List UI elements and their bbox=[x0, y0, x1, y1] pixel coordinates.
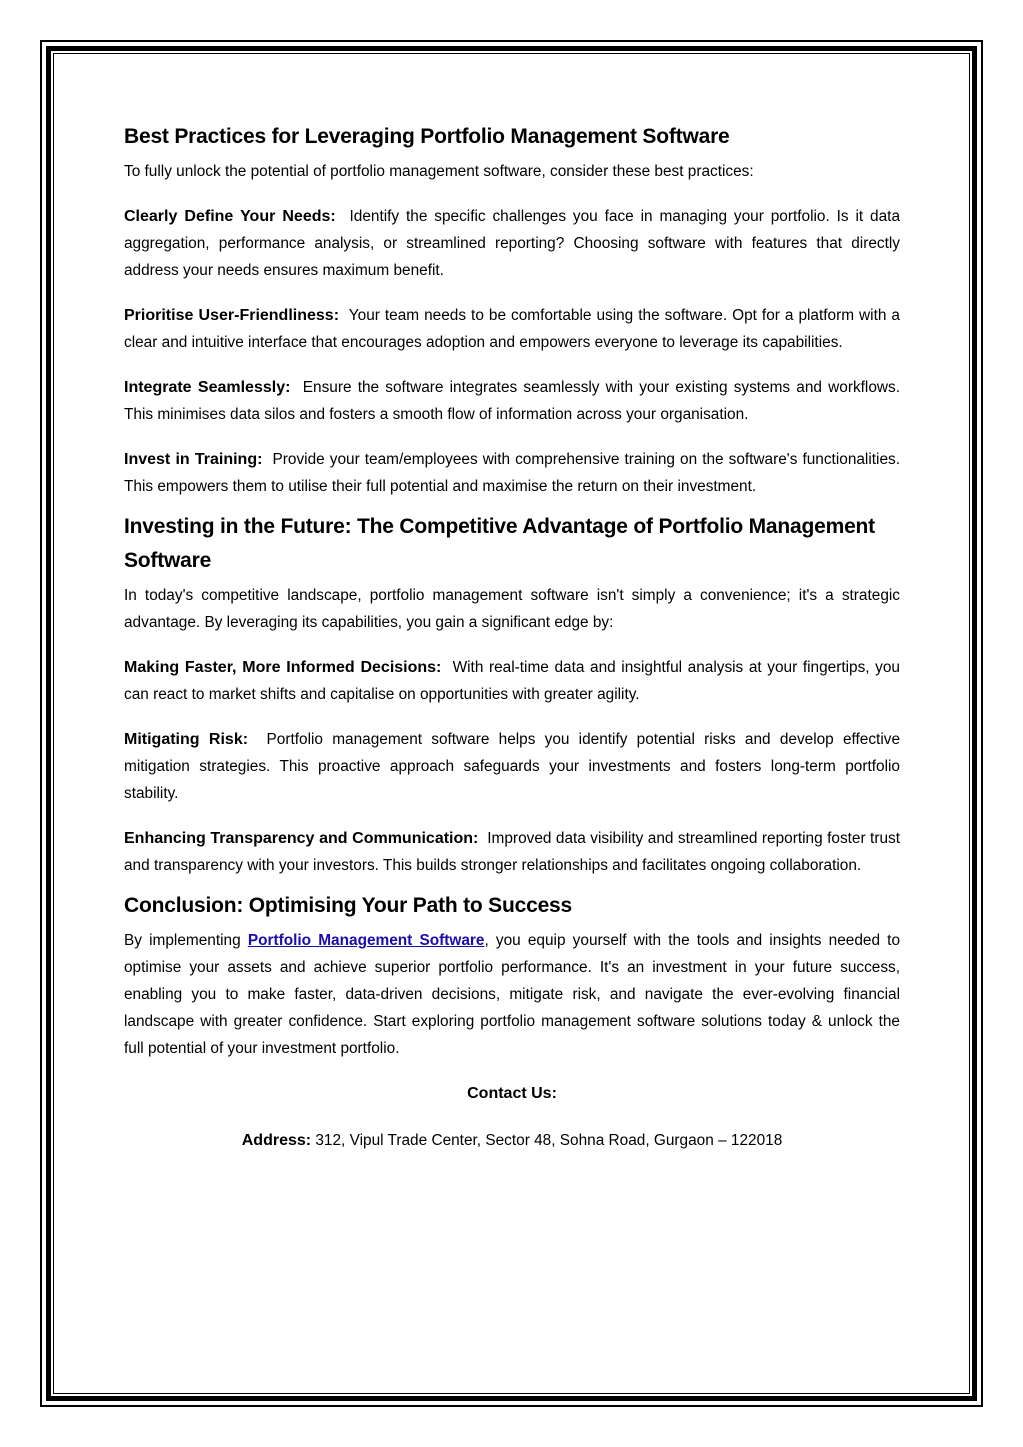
conclusion-text-end: , you equip yourself with the tools and insights needed to optimise your assets and achieve superior portfolio performance. It's an investment in your future success, enabling you to make faster, data-driven decisions, mitigate risk, and navigate the ever-evolving financial landscape with greater confidence. Start exploring portfolio management software solutions today & unlock the full potential of your investment portfolio. bbox=[124, 932, 901, 1057]
intro-paragraph: In today's competitive landscape, portfolio management software isn't simply a convenience; it's a strategic advantage. By leveraging its capabilities, you gain a significant edge by: bbox=[124, 587, 900, 631]
practice-item bbox=[124, 446, 900, 500]
item-label: Prioritise User-Friendliness: bbox=[124, 307, 340, 324]
intro-paragraph: To fully unlock the potential of portfolio management software, consider these best practices: bbox=[124, 163, 754, 180]
item-text: Identify the specific challenges you face in managing your portfolio. Is it data aggregation, performance analysis, or streamlined reporting? Choosing software with features that directly address your needs ensures maximum benefit. bbox=[124, 208, 901, 279]
contact-address bbox=[124, 1127, 900, 1154]
practice-item bbox=[124, 302, 900, 356]
item-text: Your team needs to be comfortable using the software. Opt for a platform with a clear and intuitive interface that encourages adoption and empowers everyone to leverage its capabilities. bbox=[124, 307, 900, 351]
item-label: Enhancing Transparency and Communication: bbox=[124, 830, 479, 847]
advantage-item bbox=[124, 726, 900, 807]
address-value: 312, Vipul Trade Center, Sector 48, Sohna Road, Gurgaon – 122018 bbox=[311, 1132, 783, 1149]
item-text: Portfolio management software helps you identify potential risks and develop effective mitigation strategies. This proactive approach safeguards your investments and fosters long-term portfolio stability. bbox=[124, 731, 901, 802]
item-text: With real-time data and insightful analysis at your fingertips, you can react to market shifts and capitalise on opportunities with greater agility. bbox=[124, 659, 900, 703]
item-text: Improved data visibility and streamlined reporting foster trust and transparency with your investors. This builds stronger relationships and facilitates ongoing collaboration. bbox=[124, 830, 900, 874]
section-heading-competitive-advantage: Investing in the Future: The Competitive Advantage of Portfolio Management Software bbox=[124, 515, 875, 572]
section-heading-conclusion: Conclusion: Optimising Your Path to Success bbox=[124, 894, 573, 917]
item-label: Clearly Define Your Needs: bbox=[124, 208, 336, 225]
document-body bbox=[124, 120, 900, 1154]
item-label: Mitigating Risk: bbox=[124, 731, 249, 748]
portfolio-software-link[interactable]: Portfolio Management Software bbox=[247, 932, 485, 949]
item-text: Ensure the software integrates seamlessly with your existing systems and workflows. This minimises data silos and fosters a smooth flow of information across your organisation. bbox=[124, 379, 900, 423]
conclusion-text-start: By implementing bbox=[124, 932, 248, 949]
advantage-item bbox=[124, 825, 900, 879]
item-label: Making Faster, More Informed Decisions: bbox=[124, 659, 442, 676]
practice-item bbox=[124, 374, 900, 428]
contact-heading bbox=[124, 1080, 900, 1107]
section-heading-best-practices: Best Practices for Leveraging Portfolio Management Software bbox=[124, 125, 730, 148]
practice-item bbox=[124, 203, 900, 284]
item-text: Provide your team/employees with comprehensive training on the software's functionalities. This empowers them to utilise their full potential and maximise the return on their investment. bbox=[124, 451, 900, 495]
item-label: Integrate Seamlessly: bbox=[124, 379, 291, 396]
address-label: Address: bbox=[241, 1132, 312, 1149]
contact-heading-text: Contact Us: bbox=[467, 1085, 557, 1102]
conclusion-paragraph bbox=[124, 927, 900, 1062]
advantage-item bbox=[124, 654, 900, 708]
item-label: Invest in Training: bbox=[124, 451, 263, 468]
